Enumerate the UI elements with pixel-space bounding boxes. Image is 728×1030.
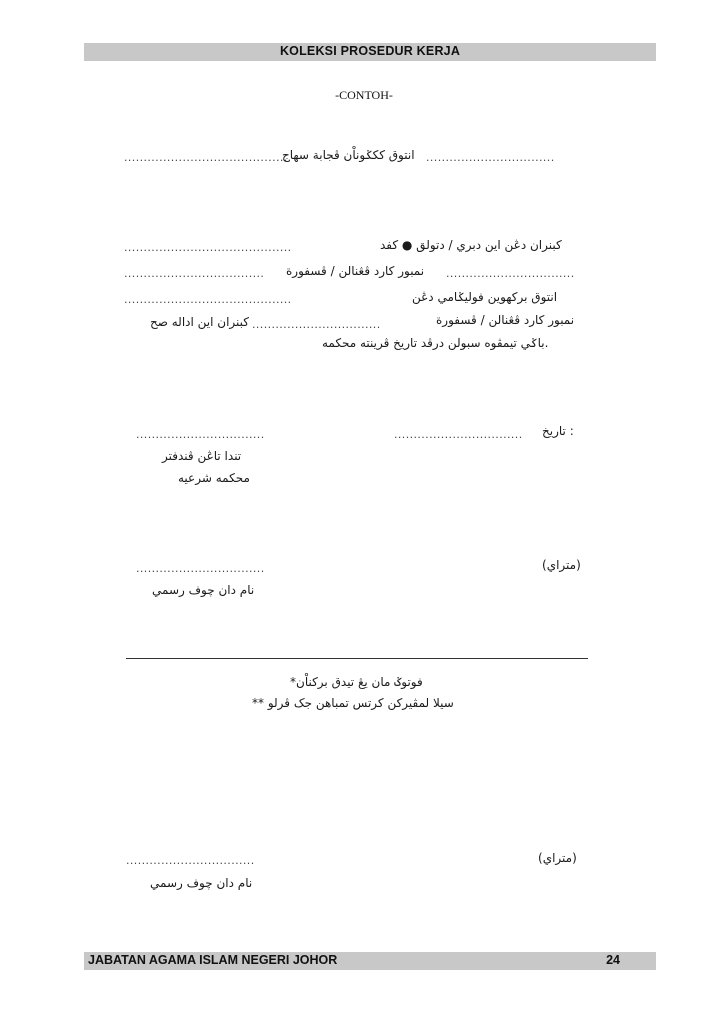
header-bar [84,43,656,61]
header-title: KOLEKSI PROSEDUR KERJA [279,44,461,58]
line2-text: کبنران دڠن این دبري / دتولق ● کفد [380,238,562,252]
line5-text: نمبور کارد ڤڠنالن / ڤسفورة [436,313,575,327]
tarikh-label: تاريخ : [542,424,574,438]
divider-line [126,658,588,659]
name2-label: نام دان چوف رسمي [150,876,253,890]
line3-dots-right: ................................. [446,267,575,280]
note1: *فوتوݢ مان يڠ تيدق برکناْن [290,675,423,689]
page-number: 24 [606,953,620,967]
name1-label: نام دان چوف رسمي [152,583,255,597]
signature1-line1: تندا تاڠن ڤندفتر [162,449,242,463]
line1-dots-right: ................................. [426,151,555,164]
line3-text: نمبور کارد ڤڠنالن / ڤسفورة [286,264,425,278]
line2-dots: ........................................... [124,241,292,254]
line1-text: انتوق ککݢوناْن ڤجابة سهاج [282,148,415,162]
name1-dots: ................................. [136,562,265,575]
stamp1-label: (متراي) [542,558,581,572]
signature1-line2: محکمه شرعيه [178,471,250,485]
name2-dots: ................................. [126,854,255,867]
contoh-label: -CONTOH- [335,88,393,102]
note2: ** سيلا لمڤيرکن کرتس تمباهن جک ڤرلو [252,696,454,710]
line5-dots: ................................. [252,318,381,331]
tarikh-dots: ................................. [394,428,523,441]
footer-org: JABATAN AGAMA ISLAM NEGERI JOHOR [88,953,338,967]
line4-dots: ........................................... [124,293,292,306]
line4-text: انتوق برکهوين فوليݢامي دڠن [412,290,558,304]
stamp2-label: (متراي) [538,851,577,865]
signature1-dots: ................................. [136,428,265,441]
footer-bar [84,952,656,970]
line1-dots-left: ........................................... [124,151,292,164]
line6-text: باݢي تيمڤوه سبولن درڤد تاريخ ڤرينته محکمه. [322,336,549,350]
line5-left-text: کبنران این اداله صح [150,315,250,329]
line3-dots-left: .................................... [124,267,265,280]
